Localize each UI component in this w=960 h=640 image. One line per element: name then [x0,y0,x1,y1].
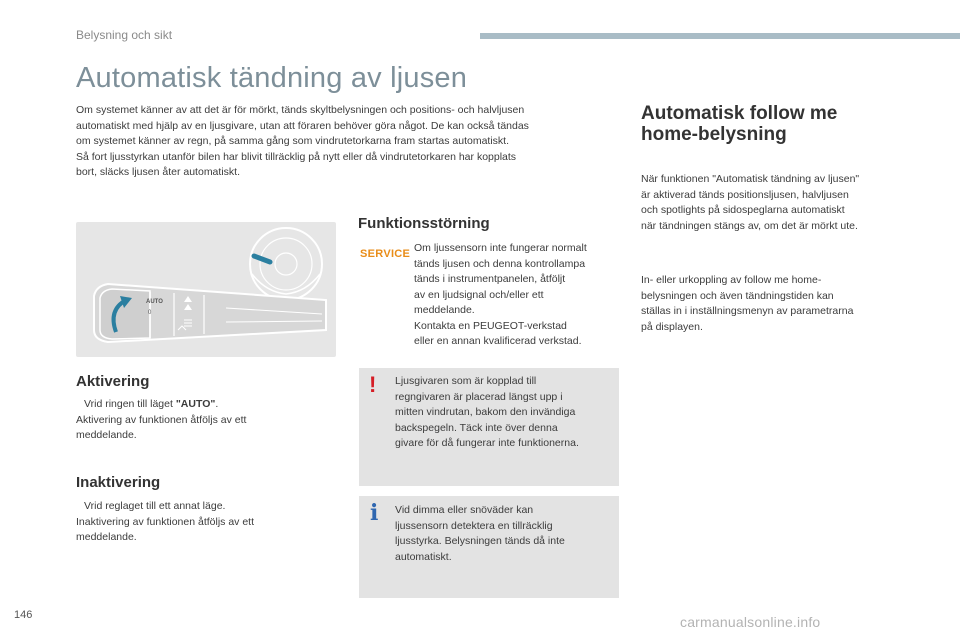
follow-me-heading-line: home-belysning [641,124,787,145]
activation-text [76,397,336,444]
follow-me-line: när tändningen stängs av, om det är mörkt ute. [641,219,858,232]
section-title: Belysning och sikt [76,28,173,42]
malfunction-line: Om ljussensorn inte fungerar normalt [414,242,587,254]
service-warning-icon: SERVICE [360,248,411,260]
lighting-stalk-illustration [76,222,336,357]
follow-me-heading-line: Automatisk follow me [641,103,838,124]
page-title: Automatisk tändning av ljusen [76,62,468,94]
malfunction-line: tänds i instrumentpanelen, åtföljt [414,273,566,285]
page-number: 146 [14,609,33,621]
follow-me-heading [641,103,837,145]
follow-me-paragraph-2 [641,273,941,335]
warning-text [395,374,615,452]
info-box [359,496,619,598]
follow-me-line: är aktiverad tänds positionsljusen, halvljusen [641,188,849,201]
malfunction-line: Kontakta en PEUGEOT-verkstad [414,319,567,332]
switch-label-auto: AUTO [146,299,163,305]
activation-step-prefix: Vrid ringen till läget [84,398,176,410]
follow-me-line: på displayen. [641,320,703,333]
deactivation-step: Vrid reglaget till ett annat läge. [84,500,226,512]
deactivation-line: Inaktivering av funktionen åtföljs av ett [76,515,255,528]
activation-step-suffix: . [215,398,219,410]
malfunction-line: eller en annan kvalificerad verkstad. [414,335,582,347]
stalk-drawing [76,222,336,357]
warning-line: regngivaren är placerad längst upp i [395,390,563,403]
switch-label-zero: 0 [148,310,152,316]
info-text [395,503,615,565]
malfunction-heading: Funktionsstörning [358,215,490,232]
deactivation-line: meddelande. [76,531,137,543]
activation-line: Aktivering av funktionen åtföljs av ett [76,413,247,426]
activation-heading: Aktivering [76,373,150,390]
activation-step-value: "AUTO" [175,398,216,410]
info-line: automatiskt. [395,550,452,563]
warning-line: backspegeln. Täck inte över denna [395,421,558,434]
follow-me-paragraph-1 [641,172,941,234]
malfunction-line: av en ljudsignal och/eller ett [414,288,544,301]
intro-line: Om systemet känner av att det är för mörkt, tänds skyltbelysningen och positions- och halvljusen [76,104,525,116]
header-accent-bar [480,33,960,39]
intro-line: automatiskt med hjälp av en ljusgivare, utan att föraren behöver göra något. De kan också tändas [76,119,529,132]
intro-paragraph [76,103,616,181]
warning-box [359,368,619,486]
warning-line: givare för då fungerar inte funktionerna. [395,437,579,449]
deactivation-text [76,499,336,546]
warning-line: Ljusgivaren som är kopplad till [395,375,537,387]
follow-me-line: In- eller urkoppling av follow me home- [641,274,822,286]
follow-me-line: När funktionen "Automatisk tändning av ljusen" [641,173,860,185]
malfunction-line: tänds ljusen och denna kontrollampa [414,257,586,270]
activation-line: meddelande. [76,429,137,441]
warning-line: mitten vindrutan, bakom den invändiga [395,406,576,418]
info-i-icon: i [370,500,379,526]
malfunction-text [414,241,624,350]
deactivation-heading: Inaktivering [76,474,161,491]
intro-line: Så fort ljusstyrkan utanför bilen har blivit tillräcklig på nytt eller då vindrutetorkaren har kopplats [76,150,517,163]
info-line: Vid dimma eller snöväder kan [395,504,534,516]
intro-line: om systemet känner av regn, på samma gång som vindrutetorkarna fram startas automatiskt. [76,135,510,147]
info-line: ljusstyrka. Belysningen tänds då inte [395,535,565,547]
watermark: carmanualsonline.info [680,614,821,630]
malfunction-line: meddelande. [414,304,475,316]
warning-exclamation-icon: ! [369,372,377,397]
follow-me-line: belysningen och även tändningstiden kan [641,289,834,302]
intro-line: bort, släcks ljusen åter automatiskt. [76,166,240,178]
info-line: ljussensorn detektera en tillräcklig [395,519,553,532]
follow-me-line: ställas in i inställningsmenyn av parametrarna [641,305,854,317]
follow-me-line: och spotlights på sidospeglarna automatiskt [641,204,845,216]
